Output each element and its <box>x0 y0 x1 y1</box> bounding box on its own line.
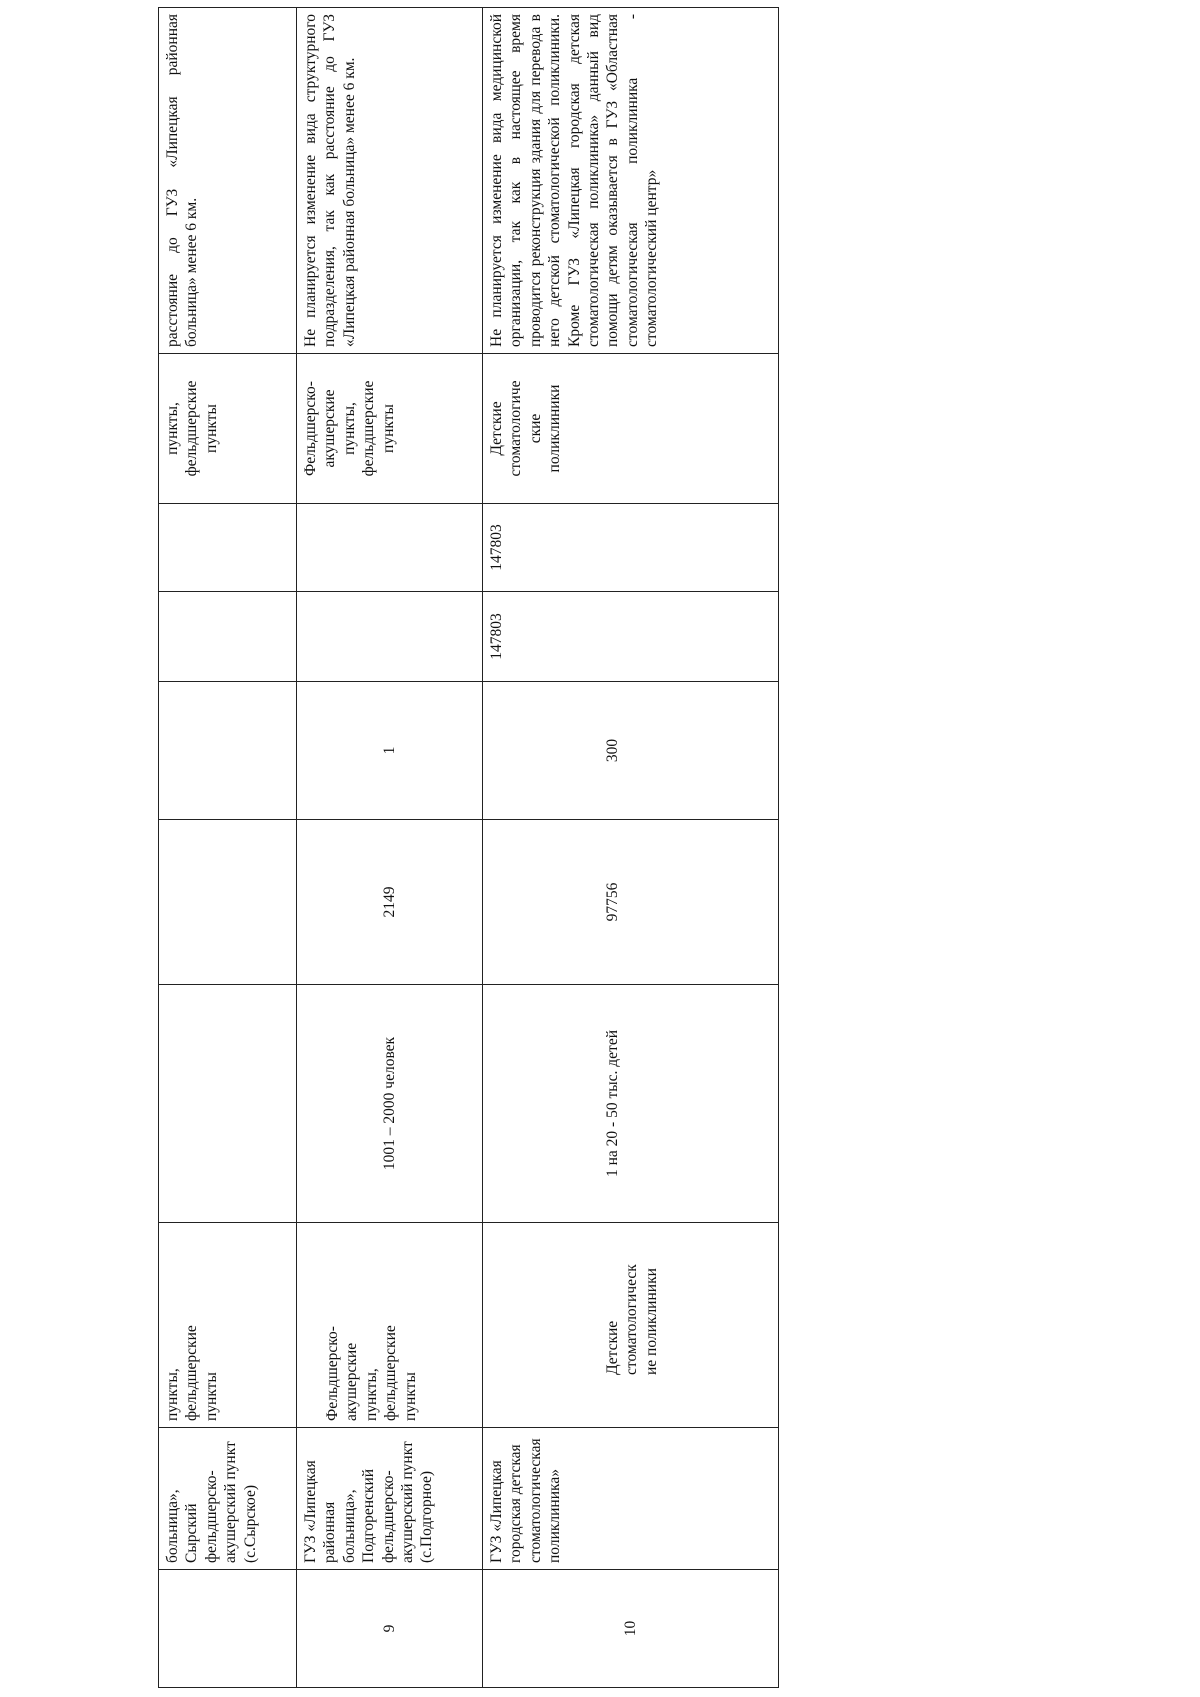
norm-cell: 1 на 20 - 50 тыс. детей <box>483 985 779 1223</box>
count-cell: 300 <box>483 682 779 820</box>
count-cell: 1 <box>297 682 483 820</box>
population-cell <box>159 820 297 985</box>
table-row <box>159 8 297 1688</box>
row-number-cell: 9 <box>297 1570 483 1688</box>
row-number-cell: 10 <box>483 1570 779 1688</box>
note-cell: расстояние до ГУЗ «Липецкая районная больница» менее 6 км. <box>159 8 297 354</box>
note-cell: Не планируется изменение вида медицинской организации, так как в настоящее время проводится реконструкция здания для перевода в него детской стоматологической поликлиники. Кроме ГУЗ «Липецкая городская детская стоматологическая поликлиника» данный вид помощи детям оказывается в ГУЗ «Областная стоматологическая поликлиника - стоматологический центр» <box>483 8 779 354</box>
facilities-table <box>158 7 779 1688</box>
row-number-cell <box>159 1570 297 1688</box>
facility-type-cell: пункты, фельдшерские пункты <box>159 1223 297 1428</box>
organization-cell: ГУЗ «Липецкая городская детская стоматологическая поликлиника» <box>483 1428 779 1570</box>
structure-type-cell: пункты, фельдшерские пункты <box>159 354 297 504</box>
facility-type-cell: Фельдшерско- акушерские пункты, фельдшерские пункты <box>297 1223 483 1428</box>
value-cell-1 <box>297 592 483 682</box>
structure-type-cell: Детские стоматологиче ские поликлиники <box>483 354 779 504</box>
table-row <box>483 8 779 1688</box>
norm-cell <box>159 985 297 1223</box>
organization-cell: ГУЗ «Липецкая районная больница», Подгоренский фельдшерско- акушерский пункт (с.Подгорное) <box>297 1428 483 1570</box>
value-cell-2: 147803 <box>483 504 779 592</box>
value-cell-2 <box>159 504 297 592</box>
population-cell: 97756 <box>483 820 779 985</box>
norm-cell: 1001 – 2000 человек <box>297 985 483 1223</box>
organization-cell: больница», Сырский фельдшерско- акушерский пункт (с.Сырское) <box>159 1428 297 1570</box>
value-cell-1 <box>159 592 297 682</box>
value-cell-2 <box>297 504 483 592</box>
table-row <box>297 8 483 1688</box>
note-cell: Не планируется изменение вида структурного подразделения, так как расстояние до ГУЗ «Липецкая районная больница» менее 6 км. <box>297 8 483 354</box>
rotated-document-page <box>158 8 778 1688</box>
population-cell: 2149 <box>297 820 483 985</box>
structure-type-cell: Фельдшерско- акушерские пункты, фельдшерские пункты <box>297 354 483 504</box>
count-cell <box>159 682 297 820</box>
facility-type-cell: Детские стоматологическ ие поликлиники <box>483 1223 779 1428</box>
value-cell-1: 147803 <box>483 592 779 682</box>
